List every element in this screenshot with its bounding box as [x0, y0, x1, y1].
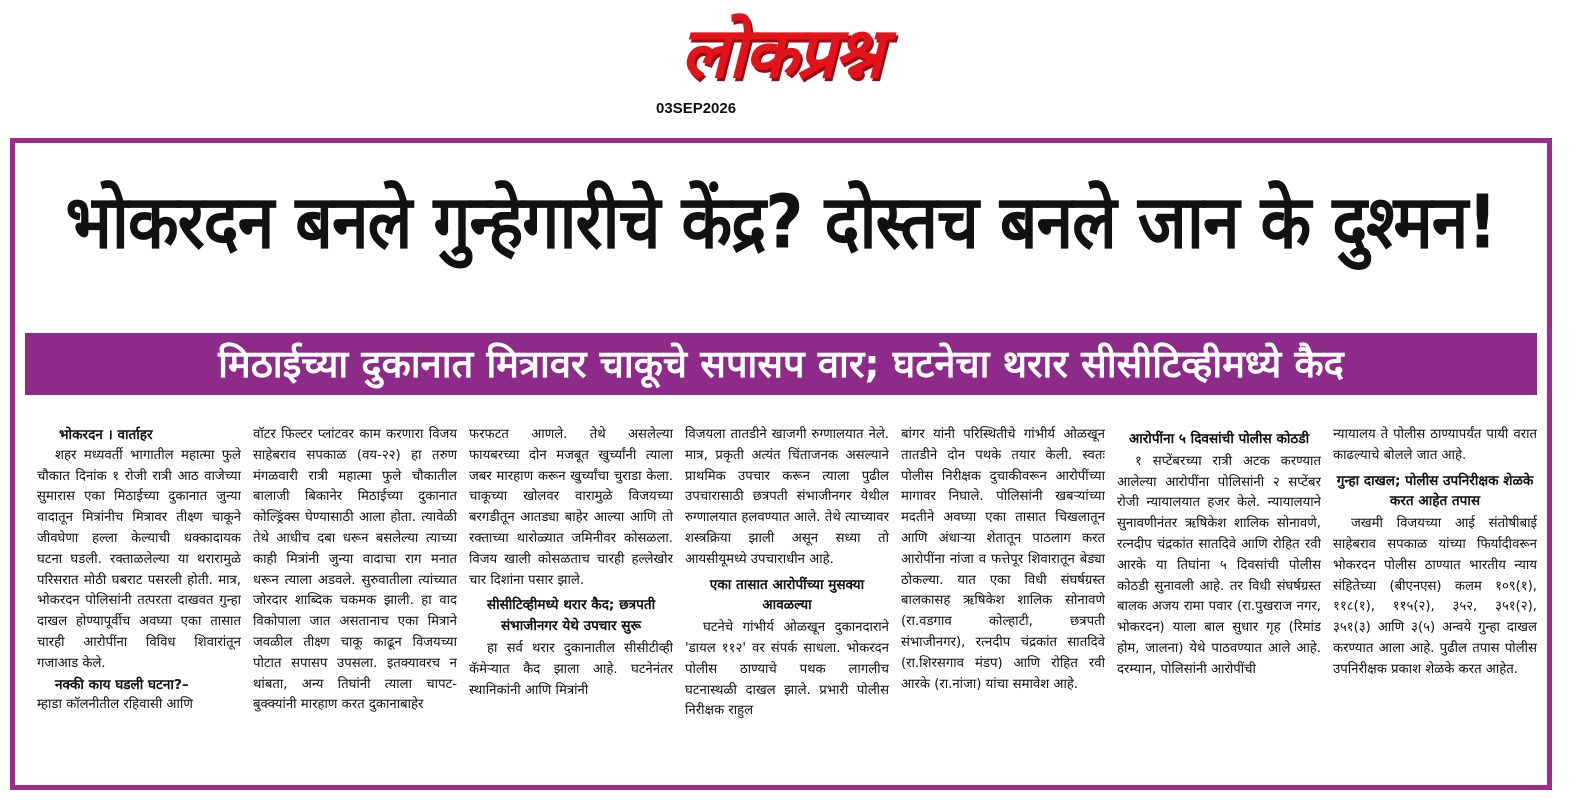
paragraph: जखमी विजयच्या आई संतोषीबाई साहेबराव सपकाळ यांच्या फिर्यादीवरून भोकरदन पोलीस ठाण्यात भारतीय न्याय संहितेच्या (बीएनएस) कलम १०९(१), ११८(१), ११५(२), ३५२, ३५१(२), ३५१(३) आणि ३(५) अन्वये गुन्हा दाखल करण्यात आला आहे. पुढील तपास पोलीस उपनिरीक्षक प्रकाश शेळके करत आहेत. — [1333, 516, 1537, 677]
subheading: एका तासात आरोपींच्या मुसक्या आवळल्या — [709, 576, 865, 614]
paragraph: विजयला तातडीने खाजगी रुग्णालयात नेले. मात्र, प्रकृती अत्यंत चिंताजनक असल्याने प्राथमिक उपचार करून त्याला पुढील उपचारासाठी छत्रपती संभाजीनगर येथील रुग्णालयात हलवण्यात आले. तेथे त्याच्यावर शस्त्रक्रिया झाली असून सध्या तो आयसीयूमध्ये उपचाराधीन आहे. — [685, 427, 889, 567]
edition-date: 03SEP2026 — [656, 100, 737, 117]
paragraph: म्हाडा कॉलनीतील रहिवासी आणि — [37, 697, 193, 713]
column-1 — [37, 425, 241, 785]
column-2 — [253, 425, 457, 785]
subheadline-band: मिठाईच्या दुकानात मित्रावर चाकूचे सपासप वार; घटनेचा थरार सीसीटिव्हीमध्ये कैद — [25, 333, 1537, 395]
paragraph: घटनेचे गांभीर्य ओळखून दुकानदाराने 'डायल ११२' वर संपर्क साधला. भोकरदन पोलीस ठाण्याचे पथक लागलीच घटनास्थळी दाखल झाले. प्रभारी पोलीस निरीक्षक राहुल — [685, 620, 889, 719]
paragraph: न्यायालय ते पोलीस ठाण्यापर्यंत पायी वरात काढल्याचे बोलले जात आहे. — [1333, 427, 1537, 463]
masthead — [0, 0, 1576, 130]
subheading: नक्की काय घडली घटना?– — [55, 676, 189, 693]
subheading: आरोपींना ५ दिवसांची पोलीस कोठडी — [1128, 431, 1310, 447]
paragraph: फरफटत आणले. तेथे असलेल्या फायबरच्या दोन मजबूत खुर्च्यांनी त्याला जबर मारहाण करून खुर्च्यांचा चुराडा केला. चाकूच्या खोलवर वारामुळे विजयच्या बरगडीतून आतड्या बाहेर आल्या आणि तो रक्ताच्या थारोळ्यात जमिनीवर कोसळला. विजय खाली कोसळताच चारही हल्लेखोर चार दिशांना पसार झाले. — [469, 427, 673, 588]
subheading: सीसीटिव्हीमध्ये थरार कैद; छत्रपती संभाजीनगर येथे उपचार सुरू — [486, 597, 656, 635]
byline: भोकरदन । वार्ताहर — [59, 427, 153, 443]
paragraph: हा सर्व थरार दुकानातील सीसीटीव्ही कॅमेऱ्यात कैद झाला आहे. घटनेनंतर स्थानिकांनी आणि मित्रांनी — [469, 640, 673, 698]
column-3 — [469, 425, 673, 785]
column-6 — [1117, 425, 1321, 785]
column-7 — [1333, 425, 1537, 785]
paragraph: शहर मध्यवर्ती भागातील महात्मा फुले चौकात दिनांक १ रोजी रात्री आठ वाजेच्या सुमारास एका मिठाईच्या दुकानात जुन्या वादातून मित्रांनीच मित्रावर तीक्ष्ण चाकूने जीवघेणा हल्ला केल्याची धक्कादायक घटना घडली. रक्ताळलेल्या या थरारामुळे परिसरात मोठी घबराट पसरली होती. मात्र, भोकरदन पोलिसांनी तत्परता दाखवत गुन्हा दाखल होण्यापूर्वीच अवघ्या एका तासात चारही आरोपींना विविध शिवारांतून गजाआड केले. — [37, 447, 241, 671]
subheading: गुन्हा दाखल; पोलीस उपनिरीक्षक शेळके करत आहेत तपास — [1336, 472, 1534, 510]
column-5 — [901, 425, 1105, 785]
paragraph: १ सप्टेंबरच्या रात्री अटक करण्यात आलेल्या आरोपींना पोलिसांनी २ सप्टेंबर रोजी न्यायालयात हजर केले. न्यायालयाने सुनावणीनंतर ऋषिकेश शालिक सोनावणे, रत्नदीप चंद्रकांत सातदिवे आणि रोहित रवी आरके या तिघांना ५ दिवसांची पोलीस कोठडी सुनावली आहे. तर विधी संघर्षग्रस्त बालक अजय रामा पवार (रा.पुखराज नगर, भोकरदन) याला बाल सुधार गृह (रिमांड होम, जालना) येथे पाठवण्यात आले आहे. दरम्यान, पोलिसांनी आरोपींची — [1117, 453, 1321, 677]
newspaper-logo: लोकप्रश्न — [680, 12, 882, 94]
article-body — [37, 425, 1537, 785]
column-4 — [685, 425, 889, 785]
news-clipping — [10, 138, 1552, 790]
paragraph: वॉटर फिल्टर प्लांटवर काम करणारा विजय साहेबराव सपकाळ (वय-२२) हा तरुण मंगळवारी रात्री महात्मा फुले चौकातील बालाजी बिकानेर मिठाईच्या दुकानात कोल्ड्रिंक्स घेण्यासाठी आला होता. त्यावेळी तेथे आधीच दबा धरून बसलेल्या त्याच्या काही मित्रांनी जुन्या वादाचा राग मनात धरून त्याला अडवले. सुरुवातीला त्यांच्यात जोरदार शाब्दिक चकमक झाली. हा वाद विकोपाला जात असतानाच एका मित्राने जवळील तीक्ष्ण चाकू काढून विजयच्या पोटात सपासप उपसला. इतक्यावरच न थांबता, अन्य तिघांनी त्याला चापट-बुक्क्यांनी मारहाण करत दुकानाबाहेर — [253, 427, 457, 713]
headline: भोकरदन बनले गुन्हेगारीचे केंद्र? दोस्तच बनले जान के दुश्मन! — [65, 179, 1497, 266]
paragraph: बांगर यांनी परिस्थितीचे गांभीर्य ओळखून तातडीने दोन पथके तयार केली. स्वतः पोलीस निरीक्षक दुचाकीवरून आरोपींच्या मागावर निघाले. पोलिसांनी खबऱ्यांच्या मदतीने अवघ्या एका तासात चिखलातून आणि अंधाऱ्या शेतातून पाठलाग करत आरोपींना नांजा व फत्तेपूर शिवारातून बेड्या ठोकल्या. यात एका विधी संघर्षग्रस्त बालकासह ऋषिकेश शालिक सोनावणे (रा.वडगाव कोल्हाटी, छत्रपती संभाजीनगर), रत्नदीप चंद्रकांत सातदिवे (रा.शिरसगाव मंडप) आणि रोहित रवी आरके (रा.नांजा) यांचा समावेश आहे. — [901, 427, 1105, 692]
